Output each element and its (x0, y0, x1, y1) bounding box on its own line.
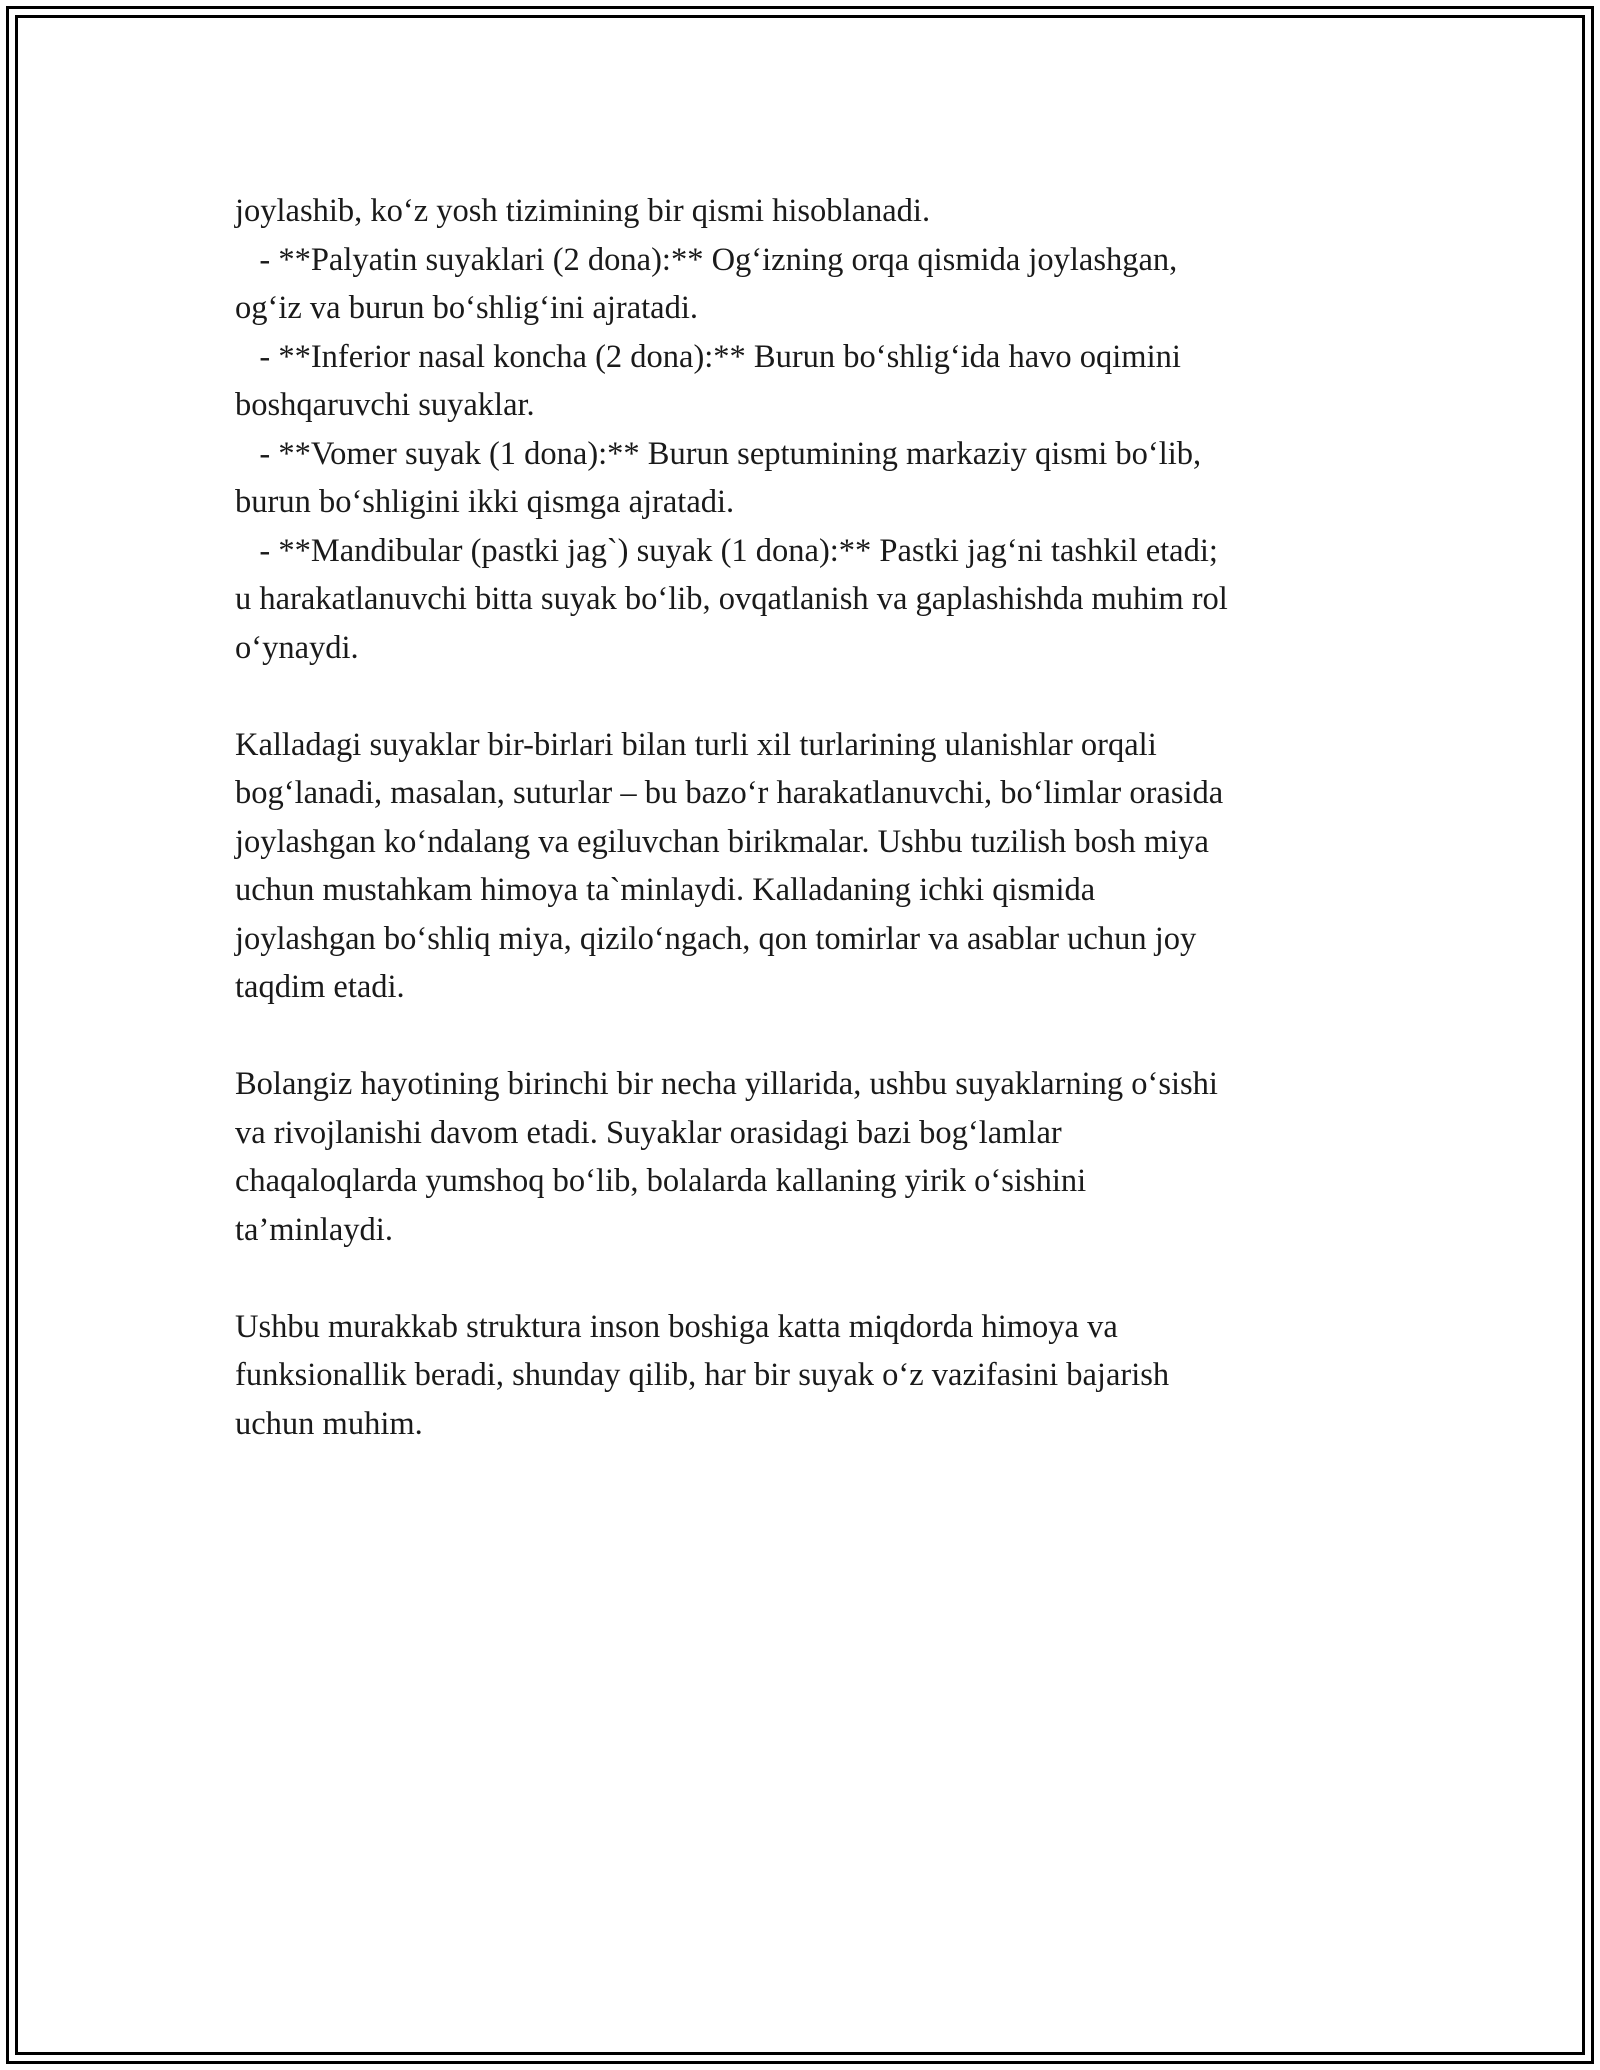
text-line: funksionallik beradi, shunday qilib, har bir suyak o‘z vazifasini bajarish (235, 1357, 1170, 1393)
text-line: burun bo‘shligini ikki qismga ajratadi. (235, 484, 735, 520)
text-line: joylashgan ko‘ndalang va egiluvchan birikmalar. Ushbu tuzilish bosh miya (235, 823, 1209, 860)
text-line: Kalladagi suyaklar bir-birlari bilan turli xil turlarining ulanishlar orqali (235, 726, 1157, 763)
text-line: Ushbu murakkab struktura inson boshiga katta miqdorda himoya va (235, 1308, 1118, 1345)
text-line: bog‘lanadi, masalan, suturlar – bu bazo‘r harakatlanuvchi, bo‘limlar orasida (235, 775, 1224, 811)
text-line: joylashib, ko‘z yosh tizimining bir qismi hisoblanadi. (235, 193, 931, 229)
paragraph-spacer (235, 672, 1365, 721)
text-line: chaqaloqlarda yumshoq bo‘lib, bolalarda kallaning yirik o‘sishini (235, 1163, 1087, 1199)
text-line: o‘ynaydi. (235, 629, 359, 666)
text-line: va rivojlanishi davom etadi. Suyaklar orasidagi bazi bog‘lamlar (235, 1114, 1062, 1151)
text-line: og‘iz va burun bo‘shlig‘ini ajratadi. (235, 290, 698, 326)
paragraph-conclusion (235, 1303, 1365, 1449)
text-line: boshqaruvchi suyaklar. (235, 387, 535, 423)
text-line: - **Palyatin suyaklari (2 dona):** Og‘izning orqa qismida joylashgan, (235, 241, 1178, 278)
paragraph-list-block (235, 187, 1365, 672)
text-line: - **Inferior nasal koncha (2 dona):** Burun bo‘shlig‘ida havo oqimini (235, 338, 1181, 375)
text-line: u harakatlanuvchi bitta suyak bo‘lib, ovqatlanish va gaplashishda muhim rol (235, 581, 1228, 617)
text-line: uchun mustahkam himoya ta`minlaydi. Kalladaning ichki qismida (235, 872, 1096, 908)
paragraph-joints (235, 721, 1365, 1012)
paragraph-spacer (235, 1012, 1365, 1061)
text-line: - **Mandibular (pastki jag`) suyak (1 dona):** Pastki jag‘ni tashkil etadi; (235, 532, 1218, 569)
paragraph-spacer (235, 1254, 1365, 1303)
document-body (235, 187, 1365, 1448)
text-line: uchun muhim. (235, 1405, 423, 1442)
text-line: taqdim etadi. (235, 969, 405, 1005)
text-line: - **Vomer suyak (1 dona):** Burun septumining markaziy qismi bo‘lib, (235, 435, 1202, 472)
text-line: joylashgan bo‘shliq miya, qizilo‘ngach, qon tomirlar va asablar uchun joy (235, 920, 1197, 957)
paragraph-development (235, 1060, 1365, 1254)
text-line: ta’minlaydi. (235, 1211, 393, 1248)
text-line: Bolangiz hayotining birinchi bir necha yillarida, ushbu suyaklarning o‘sishi (235, 1066, 1218, 1102)
